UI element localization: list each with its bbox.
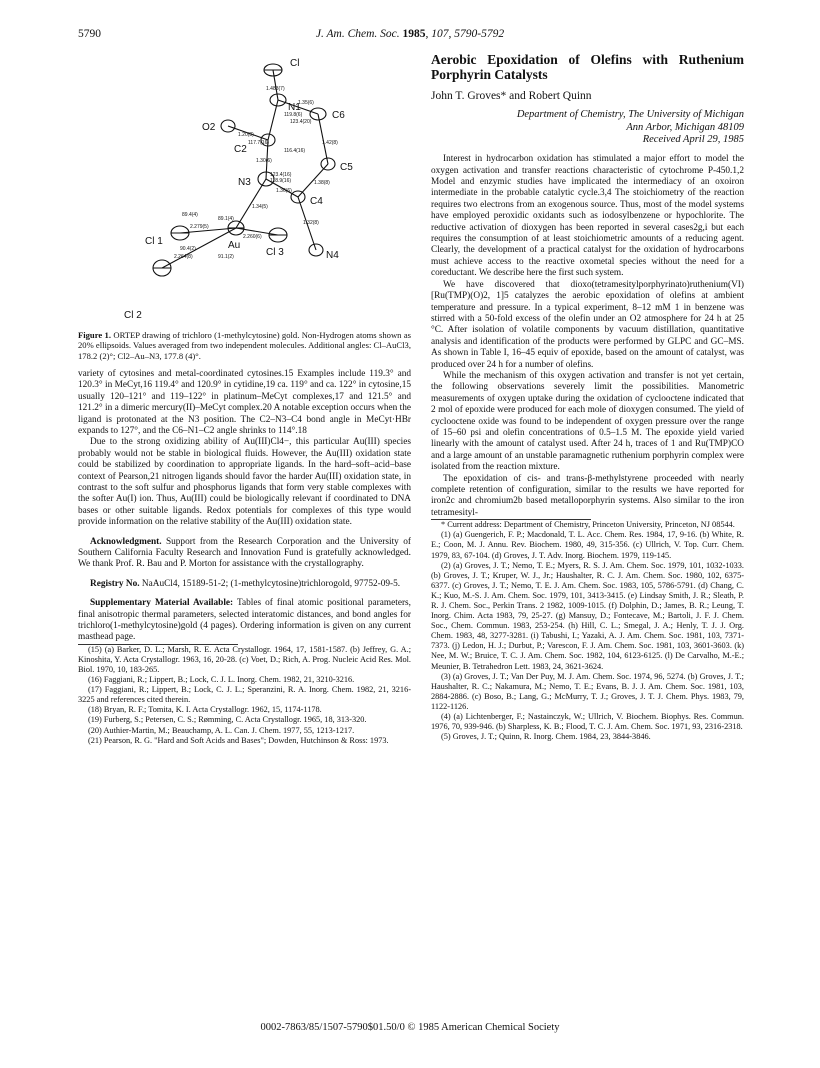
article-authors: John T. Groves* and Robert Quinn — [431, 90, 592, 102]
angle-label: 116.4(16) — [284, 148, 306, 154]
reference-item: (16) Faggiani, R.; Lippert, B.; Lock, C. J. L. Inorg. Chem. 1982, 21, 3210-3216. — [88, 675, 355, 685]
atom-label: N3 — [238, 177, 251, 188]
reference-item: (18) Bryan, R. F.; Tomita, K. I. Acta Crystallogr. 1962, 15, 1174-1178. — [88, 705, 322, 715]
angle-label: 90.4(2) — [180, 246, 196, 252]
ortep-drawing — [78, 52, 411, 327]
bond-label: 1.38(8) — [314, 180, 330, 186]
angle-label: 89.4(4) — [182, 212, 198, 218]
reference-item: (15) (a) Barker, D. L.; Marsh, R. E. Acta Crystallogr. 1964, 17, 1581-1587. (b) Jeffrey, G. A.; Kinoshita, Y. Acta Crystallogr. 1963, 16, 20-28. (c) Voet, D.; Rich, A. Prog. Nucleic Acid Res. Mol. Biol. 1970, 10, 183-265. — [78, 644, 411, 675]
left-column — [78, 52, 411, 746]
ortep-figure — [78, 52, 411, 327]
atom-label: Cl 3 — [266, 247, 284, 258]
right-references — [431, 520, 744, 742]
acknowledgment: Acknowledgment. Support from the Research Corporation and the University of Southern California Faculty Research and Innovation Fund is gratefully acknowledged. We thank Prof. R. Bau and P. Morton for assistance with the crystallography. — [78, 536, 411, 570]
atom-label: N1 — [288, 102, 301, 113]
affiliation-address: Ann Arbor, Michigan 48109 — [626, 121, 744, 133]
body-paragraph: variety of cytosines and metal-coordinated cytosines.15 Examples include 119.3° and 120.3° in MeCyt,16 119.4° and 120.9° in cytidine,19 ca. 119° and ca. 122° in cytosine,15 usually 120–121° and 119–122° in platinum–MeCyt complexes,17 and 121.5° and 121.2° in a dimeric mercury(II)–MeCyt complex.20 A notable exception occurs when the ligand is protonated at the N3 position. The C2–N3–C4 bond angle in MeCyt·HBr expands to 127°, and the C6–N1–C2 angle shrinks to 114°.18 — [78, 368, 411, 436]
supplementary-material: Supplementary Material Available: Tables of final atomic positional parameters, final anisotropic thermal parameters, selected interatomic distances, and bond angles for trichloro(1-methylcytosine)gold (4 pages). Ordering information is given on any current masthead page. — [78, 598, 411, 643]
body-paragraph: The epoxidation of cis- and trans-β-methylstyrene proceeded with nearly complete retention of configuration, similar to the results we have reported for iron2c and chromium2b based metalloporphyrin systems. Also similar to the iron tetramesityl- — [431, 473, 744, 518]
angle-label: 119.8(6) — [284, 112, 303, 118]
page-number: 5790 — [78, 28, 101, 40]
left-references — [78, 645, 411, 746]
bond-label: 1.30(6) — [256, 158, 272, 164]
reference-item: (19) Furberg, S.; Petersen, C. S.; Rømming, C. Acta Crystallogr. 1965, 18, 313-320. — [88, 715, 367, 725]
atom-label: C4 — [310, 196, 323, 207]
atom-label: Cl 2 — [124, 310, 142, 321]
bond-label: 1.483(7) — [266, 86, 285, 92]
running-header — [78, 28, 742, 44]
angle-label: 117.7(16) — [248, 140, 270, 146]
angle-label: 89.1(4) — [218, 216, 234, 222]
body-paragraph: While the mechanism of this oxygen activation and transfer is not yet certain, the following observations severely limit the possibilities. Manometric measurements of oxygen uptake during the oxidation of cyclooctene indicated that 2 mol of epoxide were produced for each mole of dioxygen consumed. The yield of cyclooctene oxide was found to be independent of oxygen pressure over the range of 15–60 psi and olefin concentrations of 0.5–1.5 M. The epoxide yield varied linearly with the amount of catalyst used. After 24 h, traces of 1 and Ru(TMP)CO and a large amount of an unstable paramagnetic ruthenium porphyrin complex were isolated from the reaction mixture. — [431, 370, 744, 473]
page-footer: 0002-7863/85/1507-5790$01.50/0 © 1985 American Chemical Society — [260, 1022, 560, 1033]
atom-label: C2 — [234, 144, 247, 155]
bond-label: 1.36(6) — [276, 188, 292, 194]
reference-item: (1) (a) Guengerich, F. P.; Macdonald, T. L. Acc. Chem. Res. 1984, 17, 9-16. (b) White, R. E.; Coon, M. J. Annu. Rev. Biochem. 1980, 49, 315-356. (c) Ullrich, V. Top. Curr. Chem. 1979, 83, 67-104. (d) Groves, J. T. Adv. Inorg. Biochem. 1979, 119-145. — [431, 530, 744, 560]
bond-label: 1.35(6) — [298, 100, 314, 106]
reference-item: (17) Faggiani, R.; Lippert, B.; Lock, C. J. L.; Speranzini, R. A. Inorg. Chem. 1982, 21, 3216-3225 and references cited therein. — [78, 685, 411, 705]
atom-label: N4 — [326, 250, 339, 261]
body-paragraph: We have discovered that dioxo(tetramesitylporphyrinato)ruthenium(VI) [Ru(TMP)(O)2, 1]5 catalyzes the aerobic epoxidation of olefins at ambient temperature and pressure. In a typical experiment, 8–12 mM 1 in benzene was stirred with a 50-fold excess of the olefin under an O2 atmosphere for 24 h at 25 °C. After isolation of volatile components by vacuum distillation, quantitative analysis and identification of the products were performed by GLPC and GC–MS. As shown in Table I, 16–45 equiv of epoxide, based on the amount of catalyst, was produced over 24 h for a number of olefins. — [431, 279, 744, 370]
angle-label: 123.4(20) — [290, 119, 312, 125]
bond-label: 1.20(8) — [238, 132, 254, 138]
figure-caption: Figure 1. ORTEP drawing of trichloro (1-methylcytosine) gold. Non-Hydrogen atoms shown as 20% ellipsoids. Values averaged from two independent molecules. Additional angles: Cl–AuCl3, 178.2 (2)°; Cl2–Au–N3, 177.8 (4)°. — [78, 330, 411, 361]
reference-item: (3) (a) Groves, J. T.; Van Der Puy, M. J. Am. Chem. Soc. 1974, 96, 5274. (b) Groves, J. T.; Haushalter, R. C.; Nakamura, M.; Nemo, T. E.; Evans, B. J. J. Am. Chem. Soc. 1981, 103, 2884-2886. (c) Boso, B.; Lang, G.; McMurry, T. J.; Groves, J. T. J. Chem. Phys. 1983, 79, 1122-1126. — [431, 671, 744, 711]
reference-item: (21) Pearson, R. G. "Hard and Soft Acids and Bases"; Dowden, Hutchinson & Ross: 1973. — [88, 735, 389, 745]
atom-label: Au — [228, 240, 241, 251]
angle-label: 123.4(16) — [270, 172, 292, 178]
bond-label: 1.34(5) — [252, 204, 268, 210]
angle-label: 91.1(2) — [218, 254, 234, 260]
atom-label: C6 — [332, 110, 345, 121]
bond-label: 1.32(8) — [303, 220, 319, 226]
right-column — [431, 52, 744, 742]
body-paragraph: Due to the strong oxidizing ability of Au(III)Cl4−, this particular Au(III) species probably would not be stable in biological fluids. However, the Au(III) oxidation state could be stabilized by coordination to appropriate ligands. In the hard–soft–acid–base context of Pearson,21 nitrogen ligands should favor the harder Au(III) oxidation state, in contrast to the soft sulfur and phosphorus ligands that form very stable complexes with the softer Au(I) ion. Thus, Au(III) could be biologically relevant if coordinated to DNA bases or other suitable ligands. Redox potentials for complexes of this type would provide information on the relative stability of the Au(III) oxidation state. — [78, 437, 411, 528]
reference-item: (20) Authier-Martin, M.; Beauchamp, A. L. Can. J. Chem. 1977, 55, 1213-1217. — [88, 725, 355, 735]
atom-label: Cl 1 — [145, 236, 163, 247]
bond-label: 2.264(8) — [174, 254, 193, 260]
registry-numbers: Registry No. NaAuCl4, 15189-51-2; (1-methylcytosine)trichlorogold, 97752-09-5. — [90, 578, 401, 589]
bond-label: 2.279(5) — [190, 224, 209, 230]
reference-item: (5) Groves, J. T.; Quinn, R. Inorg. Chem. 1984, 23, 3844-3846. — [441, 732, 651, 742]
reference-item: (4) (a) Lichtenberger, F.; Nastainczyk, W.; Ullrich, V. Biochem. Biophys. Res. Commun. 1976, 70, 939-946. (b) Sharpless, K. B.; Flood, T. C. J. Am. Chem. Soc. 1971, 93, 2316-2318. — [431, 712, 744, 732]
affiliation: Department of Chemistry, The University of Michigan — [516, 109, 744, 121]
bond-label: 1.42(8) — [322, 140, 338, 146]
atom-label: O2 — [202, 122, 216, 133]
article-title: Aerobic Epoxidation of Olefins with Ruthenium Porphyrin Catalysts — [431, 52, 744, 82]
bond-label: 2.260(6) — [243, 234, 262, 240]
reference-item: (2) (a) Groves, J. T.; Nemo, T. E.; Myers, R. S. J. Am. Chem. Soc. 1979, 101, 1032-1033. (b) Groves, J. T.; Kruper, W. J., Jr.; Haushalter, R. C. J. Am. Chem. Soc. 1980, 102, 6375-6377. (c) Groves, J. T.; Nemo, T. E. J. Am. Chem. Soc. 1983, 105, 5786-5791. (d) Chang, C. K.; Kuo, M.-S. J. Am. Chem. Soc. 1979, 101, 3413-3415. (e) Lindsay Smith, J. R.; Sleath, P. R. J. Chem. Soc., Perkin Trans. 2 1982, 1009-1015. (f) Dolphin, D.; James, B. R.; Leung, T. Inorg. Chim. Acta 1983, 79, 25-27. (g) Mansuy, D.; Fontecave, M.; Bartoli, J. F. J. Chem. Soc., Chem. Commun. 1983, 253-254. (h) Hill, C. L.; Smegal, J. A.; Henly, T. J. J. Org. Chem. 1983, 48, 3277-3281. (i) Tabushi, I.; Yazaki, A. J. Am. Chem. Soc. 1981, 103, 7371-7373. (j) Ledon, H. J.; Durbut, P.; Varescon, F. J. Am. Chem. Soc. 1981, 103, 3601-3603. (k) Nee, M. W.; Bruice, T. C. J. Am. Chem. Soc. 1982, 104, 6123-6125. (l) De Carvalho, M.-E.; Meunier, B. Tetrahedron Lett. 1983, 24, 3621-3624. — [431, 560, 744, 671]
footnote-current-address: * Current address: Department of Chemistry, Princeton University, Princeton, NJ 08544. — [441, 520, 735, 530]
journal-citation: J. Am. Chem. Soc. 1985, 107, 5790-5792 — [315, 28, 505, 40]
angle-label: 118.9(16) — [270, 178, 292, 184]
atom-label: C5 — [340, 162, 353, 173]
atom-label: Cl — [290, 58, 300, 69]
received-date: Received April 29, 1985 — [642, 133, 744, 145]
body-paragraph: Interest in hydrocarbon oxidation has stimulated a major effort to model the oxygen activation and transfer reactions characteristic of cytochrome P-450.1,2 Model and enzymic studies have implicated the intermediacy of an oxoiron intermediate in the probable catalytic cycle.3,4 The stoichiometry of the reaction requires two electrons from an exogenous source. Thus, most of the model systems have employed peroxidic oxidants such as iodosylbenzene or hypochlorite. The reductive activation of dioxygen has been reported in several cases2g,i but each requires the consumption of at least stoichiometric amounts of a reducing agent. Clearly, the development of a practical catalyst for the oxidation of hydrocarbons must achieve access to the reactive oxometal species without the need for a coreductant. We describe here the first such system. — [431, 154, 744, 279]
